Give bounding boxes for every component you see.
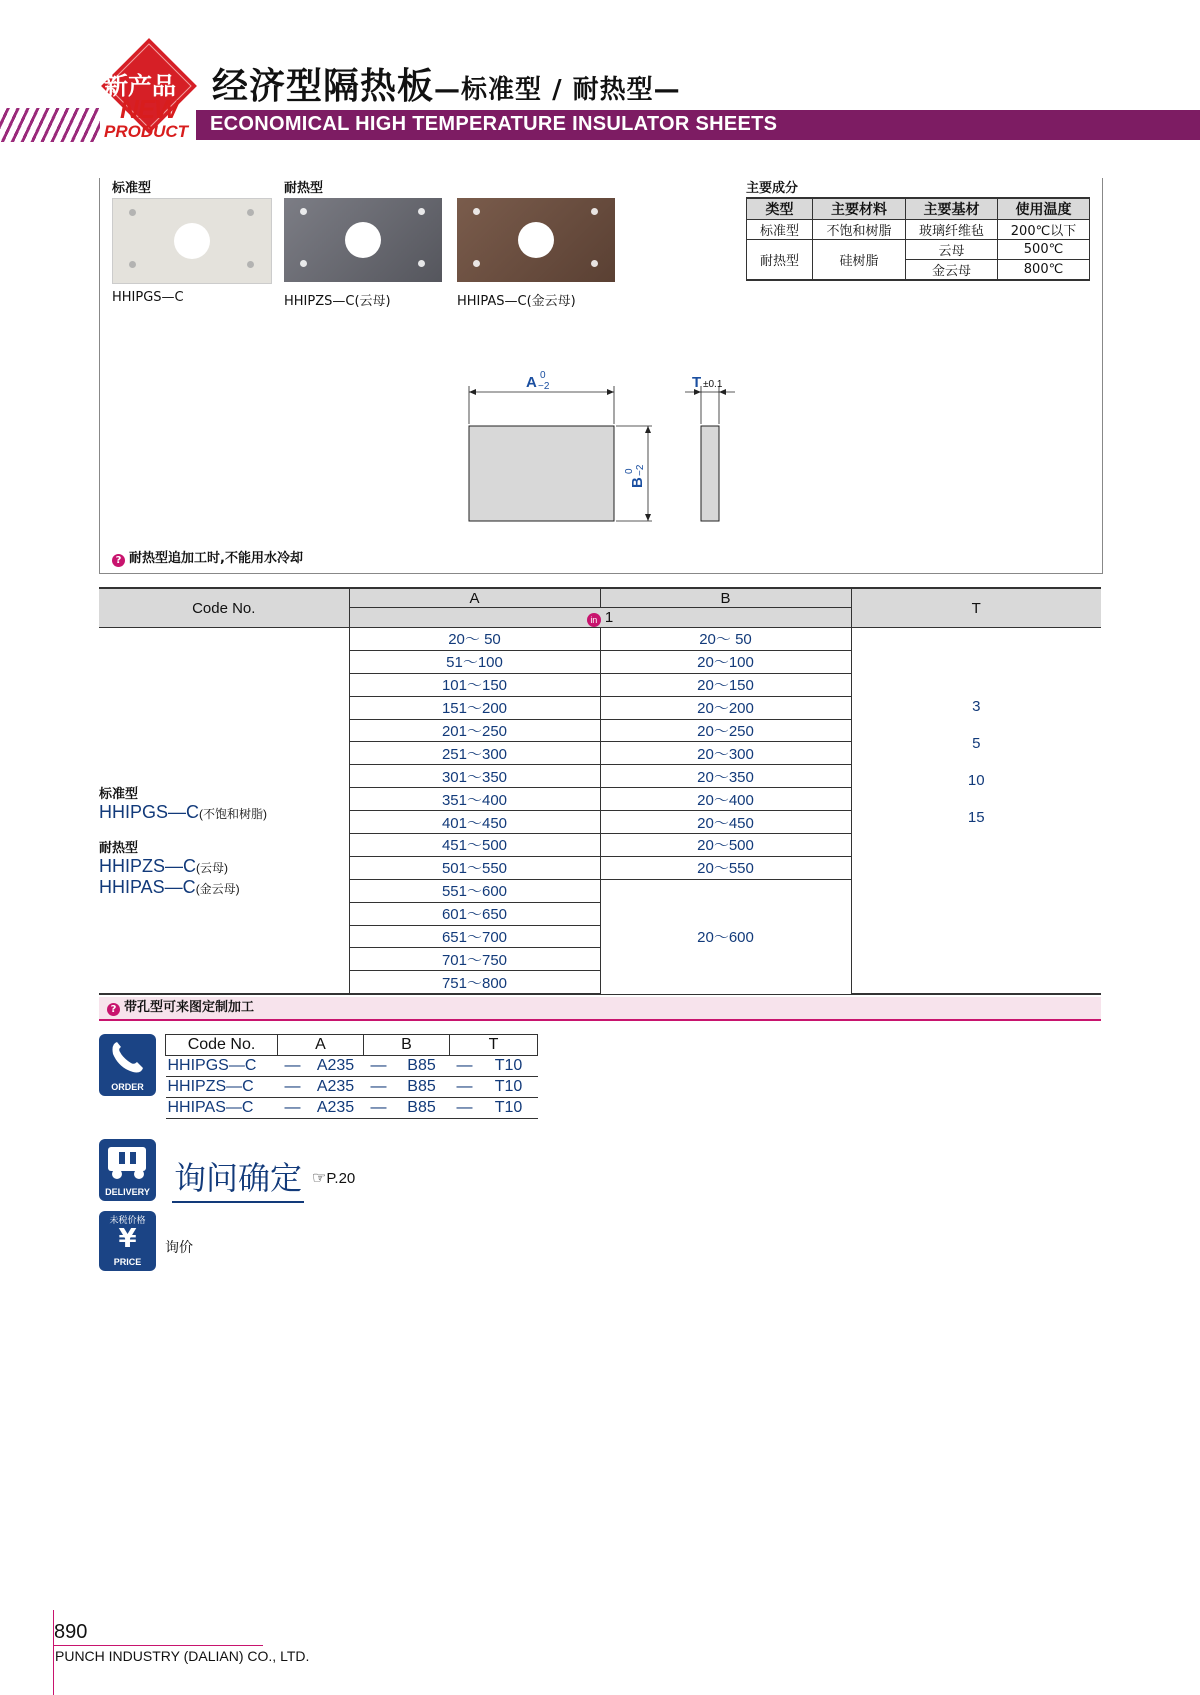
- dim-a-tol-top: 0: [540, 370, 546, 381]
- delivery-text: 询问确定: [172, 1153, 304, 1203]
- page-title-en: ECONOMICAL HIGH TEMPERATURE INSULATOR SHEETS: [210, 113, 778, 135]
- spec-a-range: 501～550: [349, 856, 600, 879]
- info-pin-icon: ?: [112, 554, 125, 567]
- spec-b-range: 20～550: [600, 856, 851, 879]
- spec-header-a: A: [349, 588, 600, 608]
- spec-a-range: 301～350: [349, 765, 600, 788]
- group-heat-code1: HHIPZS—C: [99, 856, 197, 877]
- note-heat-resistant: [112, 547, 303, 567]
- order-separator: —: [278, 1077, 308, 1098]
- order-value: A235: [308, 1056, 364, 1077]
- spec-b-range: 20～500: [600, 834, 851, 857]
- pointing-hand-icon: ☞: [312, 1170, 327, 1187]
- product-caption-hhipgs: HHIPGS—C: [112, 290, 184, 305]
- comp-cell: 标准型: [747, 220, 813, 240]
- order-row: [166, 1077, 538, 1098]
- spec-b-range: 20～ 50: [600, 628, 851, 651]
- order-code: HHIPGS—C: [166, 1056, 278, 1077]
- spec-header-b: B: [600, 588, 851, 608]
- dim-a-label: A: [526, 374, 537, 391]
- header-stripe-pattern: [0, 108, 100, 142]
- delivery-reference: [312, 1168, 355, 1188]
- spec-t-value: 15: [967, 809, 985, 826]
- dim-a-tol-bot: −2: [538, 381, 550, 392]
- composition-title: 主要成分: [746, 181, 799, 196]
- spec-b-range: 20～450: [600, 811, 851, 834]
- spec-b-range: 20～100: [600, 650, 851, 673]
- dim-b-tol-bot: −2: [635, 464, 646, 476]
- info-pin-icon: ?: [107, 1003, 120, 1016]
- order-value: T10: [480, 1056, 538, 1077]
- spec-b-range: 20～400: [600, 788, 851, 811]
- product-image-hhipgs: [112, 198, 272, 284]
- delivery-icon: [99, 1139, 156, 1201]
- comp-cell: 玻璃纤维毡: [906, 220, 998, 240]
- spec-a-range: 201～250: [349, 719, 600, 742]
- comp-cell: 800℃: [998, 260, 1090, 281]
- order-header: T: [450, 1035, 538, 1056]
- product-caption-hhipzs: HHIPZS—C(云母): [284, 294, 391, 309]
- group-heat-paren2: (金云母): [195, 882, 240, 897]
- spec-a-range: 20～ 50: [349, 628, 600, 651]
- page-number: 890: [54, 1621, 88, 1643]
- note-custom-text: 带孔型可来图定制加工: [124, 1000, 255, 1015]
- comp-header: 主要材料: [813, 198, 906, 220]
- order-separator: —: [364, 1056, 394, 1077]
- badge-product-word: PRODUCT: [104, 122, 189, 141]
- order-code: HHIPZS—C: [166, 1077, 278, 1098]
- badge-new-word: NEW: [120, 94, 178, 124]
- order-example-table: [165, 1034, 538, 1119]
- comp-cell: 不饱和树脂: [813, 220, 906, 240]
- comp-cell: 硅树脂: [813, 240, 906, 281]
- spec-header-code: Code No.: [99, 588, 349, 628]
- delivery-ref-page: P.20: [326, 1170, 356, 1187]
- comp-cell: 200℃以下: [998, 220, 1090, 240]
- price-icon-label: PRICE: [113, 1257, 142, 1267]
- title-cn-sub: —标准型 / 耐热型—: [434, 75, 681, 105]
- comp-header: 类型: [747, 198, 813, 220]
- comp-header: 主要基材: [906, 198, 998, 220]
- unit-step: 1: [604, 608, 614, 626]
- order-value: B85: [394, 1098, 450, 1119]
- order-value: T10: [480, 1098, 538, 1119]
- spec-a-range: 601～650: [349, 902, 600, 925]
- dim-b-label: B: [629, 477, 646, 488]
- spec-a-range: 51～100: [349, 650, 600, 673]
- dim-b-tol-top: 0: [624, 468, 635, 474]
- order-header: B: [364, 1035, 450, 1056]
- spec-a-range: 451～500: [349, 834, 600, 857]
- order-separator: —: [278, 1098, 308, 1119]
- spec-group-cell: [99, 628, 349, 995]
- order-icon: [99, 1034, 156, 1096]
- order-separator: —: [278, 1056, 308, 1077]
- spec-row: [99, 628, 1101, 651]
- product-image-hhipas: [457, 198, 615, 282]
- group-std-label: 标准型: [99, 786, 139, 802]
- group-heat-code2: HHIPAS—C: [99, 877, 196, 898]
- order-separator: —: [450, 1056, 480, 1077]
- spec-a-range: 651～700: [349, 925, 600, 948]
- order-value: B85: [394, 1056, 450, 1077]
- spec-header-t: T: [851, 588, 1101, 628]
- order-row: [166, 1056, 538, 1077]
- spec-b-range: 20～350: [600, 765, 851, 788]
- order-code: HHIPAS—C: [166, 1098, 278, 1119]
- spec-a-range: 101～150: [349, 673, 600, 696]
- product-type-label-heat: 耐热型: [284, 181, 324, 196]
- order-value: A235: [308, 1098, 364, 1119]
- price-icon-top: 未税价格: [109, 1216, 146, 1226]
- spec-a-range: 701～750: [349, 948, 600, 971]
- dim-t-tol: ±0.1: [703, 379, 723, 390]
- footer-rule: [53, 1645, 263, 1646]
- product-caption-hhipas: HHIPAS—C(金云母): [457, 294, 576, 309]
- comp-cell: 500℃: [998, 240, 1090, 260]
- company-name: PUNCH INDUSTRY (DALIAN) CO., LTD.: [55, 1648, 310, 1664]
- spec-b-range: 20～200: [600, 696, 851, 719]
- order-separator: —: [364, 1098, 394, 1119]
- order-value: T10: [480, 1077, 538, 1098]
- product-type-label-standard: 标准型: [112, 181, 152, 196]
- comp-cell: 云母: [906, 240, 998, 260]
- group-heat-paren1: (云母): [196, 861, 229, 876]
- price-text: 询价: [165, 1240, 193, 1256]
- spec-b-range: 20～300: [600, 742, 851, 765]
- order-separator: —: [450, 1098, 480, 1119]
- price-icon: [99, 1211, 156, 1271]
- group-std-code: HHIPGS—C: [99, 802, 200, 823]
- phone-icon: [99, 1034, 156, 1078]
- note-custom-bar: [99, 997, 1101, 1021]
- order-icon-label: ORDER: [111, 1082, 144, 1092]
- title-cn-main: 经济型隔热板: [212, 66, 435, 107]
- spec-a-range: 151～200: [349, 696, 600, 719]
- truck-icon: [99, 1139, 156, 1185]
- spec-unit-row: [349, 608, 851, 628]
- spec-b-range-merged: 20～600: [600, 879, 851, 994]
- spec-b-range: 20～150: [600, 673, 851, 696]
- spec-a-range: 401～450: [349, 811, 600, 834]
- dimension-drawing: [460, 366, 750, 536]
- order-value: B85: [394, 1077, 450, 1098]
- spec-a-range: 751～800: [349, 971, 600, 994]
- order-header: A: [278, 1035, 364, 1056]
- unit-badge-icon: in: [587, 613, 601, 627]
- spec-b-range: 20～250: [600, 719, 851, 742]
- spec-a-range: 351～400: [349, 788, 600, 811]
- yen-icon: ¥: [118, 1224, 137, 1254]
- delivery-icon-label: DELIVERY: [105, 1187, 150, 1197]
- order-row: [166, 1098, 538, 1119]
- spec-t-values: [851, 628, 1101, 995]
- comp-cell: 金云母: [906, 260, 998, 281]
- comp-header: 使用温度: [998, 198, 1090, 220]
- product-image-hhipzs: [284, 198, 442, 282]
- group-heat-label: 耐热型: [99, 840, 139, 856]
- spec-t-value: 5: [972, 735, 981, 752]
- composition-table: [746, 197, 1090, 281]
- order-separator: —: [450, 1077, 480, 1098]
- spec-a-range: 551～600: [349, 879, 600, 902]
- order-separator: —: [364, 1077, 394, 1098]
- page-title-cn: [212, 58, 681, 109]
- spec-a-range: 251～300: [349, 742, 600, 765]
- group-std-paren: (不饱和树脂): [199, 807, 268, 822]
- dim-t-label: T: [692, 374, 702, 391]
- note-heat-text: 耐热型追加工时,不能用水冷却: [129, 551, 303, 566]
- badge-text: 新产品: [104, 72, 176, 100]
- spec-table: [99, 587, 1101, 995]
- order-header: Code No.: [166, 1035, 278, 1056]
- spec-t-value: 10: [967, 772, 985, 789]
- comp-cell: 耐热型: [747, 240, 813, 281]
- order-value: A235: [308, 1077, 364, 1098]
- spec-t-value: 3: [972, 698, 981, 715]
